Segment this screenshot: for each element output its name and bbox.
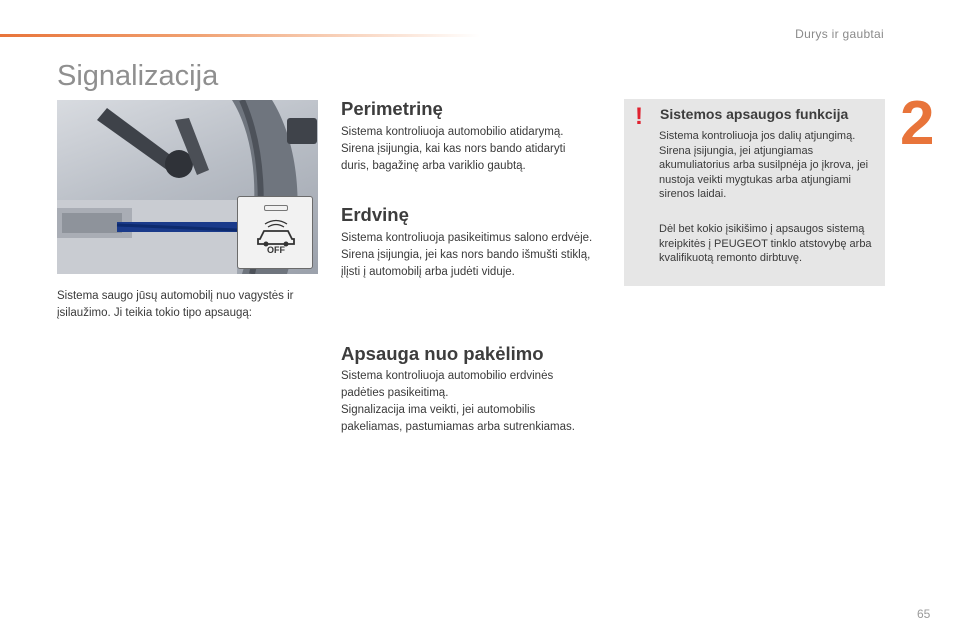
dashboard-photo [57,100,318,274]
infobox-paragraph-1 [659,129,877,202]
section-line: Signalizacija ima veikti, jei automobilis pakeliamas, pastumiamas arba sutrenkiamas. [341,404,575,433]
page-number: 65 [917,607,931,621]
section-line: Sistema kontroliuoja automobilio erdvinės padėties pasikeitimą. [341,370,554,399]
off-button-label: OFF [267,245,285,255]
heading-apsauga-nuo-pakelimo: Apsauga nuo pakėlimo [341,343,544,364]
section-apsauga-text [341,368,596,436]
header-accent-bar [0,34,480,37]
heading-perimetrine: Perimetrinę [341,98,443,119]
page-title: Signalizacija [57,60,219,92]
section-header: Durys ir gaubtai [795,27,884,41]
infobox-line: Sistema kontroliuoja jos dalių atjungimą. [659,130,856,142]
infobox-paragraph-2: Dėl bet kokio įsikišimo į apsaugos sistemą kreipkitės į PEUGEOT tinklo atstovybę arba kvalifikuotą remonto dirbtuvę. [659,223,872,264]
infobox-title: Sistemos apsaugos funkcija [660,106,849,122]
warning-icon: ! [635,103,643,130]
section-line: Sirena įsijungia, jei kas nors bando išmušti stiklą, įlįsti į automobilį arba judėti viduje. [341,249,591,278]
section-perimetrine-text [341,124,596,175]
alarm-off-button [237,196,313,269]
chapter-number: 2 [900,89,935,158]
intro-text: Sistema saugo jūsų automobilį nuo vagystės ir įsilaužimo. Ji teikia tokio tipo apsaugą: [57,290,294,319]
section-line: Sistema kontroliuoja pasikeitimus salono erdvėje. [341,232,593,244]
section-erdvine-text [341,230,596,281]
info-box [624,99,885,286]
heading-erdvine: Erdvinę [341,204,409,225]
car-alarm-off-icon [238,197,314,267]
section-line: Sirena įsijungia, kai kas nors bando atidaryti duris, bagažinę arba variklio gaubtą. [341,143,566,172]
section-line: Sistema kontroliuoja automobilio atidarymą. [341,126,564,138]
infobox-line: Sirena įsijungia, jei atjungiamas akumuliatorius arba susilpnėja jo įkrova, jei nustoja veikti mygtukas arba atjungiami sirenos laidai. [659,144,869,200]
